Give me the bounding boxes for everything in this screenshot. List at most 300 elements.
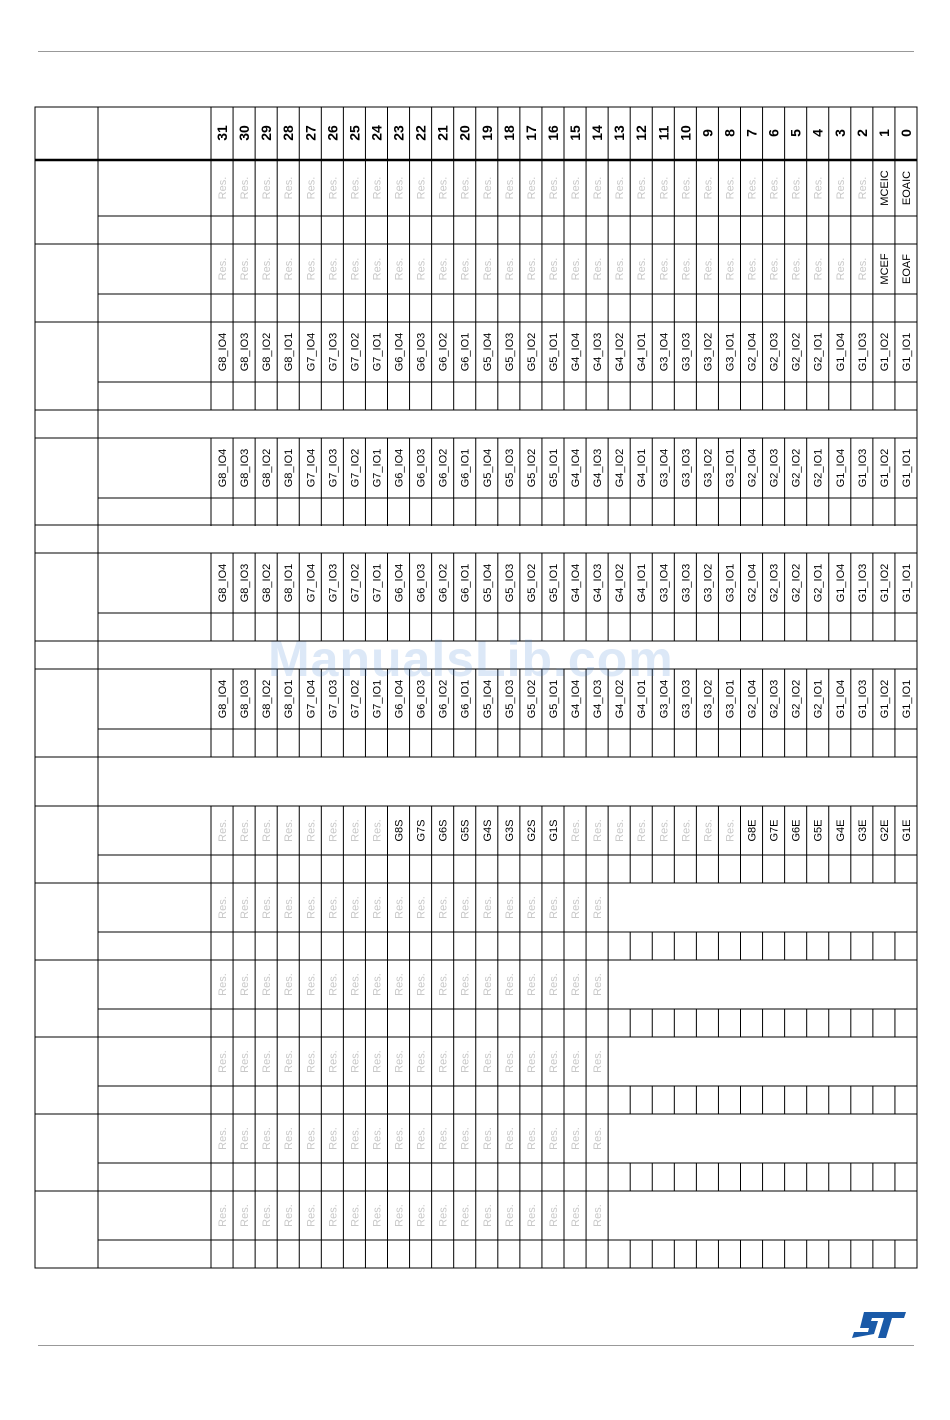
bit-field: G2_IO4: [746, 563, 759, 603]
bit-field: G8_IO2: [261, 332, 274, 372]
bit-field: G7_IO1: [371, 563, 384, 603]
reserved-bit: Res.: [834, 257, 847, 281]
reserved-bit: Res.: [217, 896, 230, 919]
reserved-bit: Res.: [856, 176, 869, 200]
bit-field: G1_IO3: [856, 563, 869, 603]
bit-field: G3_IO2: [702, 448, 715, 488]
bit-field: G5_IO4: [481, 679, 494, 719]
reserved-bit: Res.: [371, 819, 384, 842]
bit-field: G1_IO1: [900, 448, 913, 488]
reserved-bit: Res.: [636, 176, 649, 200]
bit-field: G8_IO3: [239, 332, 252, 372]
bit-number: 7: [743, 129, 760, 137]
reserved-bit: Res.: [525, 1204, 538, 1227]
bit-field: G6_IO2: [437, 563, 450, 603]
reserved-bit: Res.: [702, 257, 715, 281]
reserved-bit: Res.: [592, 819, 605, 842]
reserved-bit: Res.: [570, 1050, 583, 1073]
reserved-bit: Res.: [503, 1204, 516, 1227]
bit-field: G3E: [856, 819, 869, 842]
bit-number: 16: [544, 125, 561, 141]
bit-field: G4_IO3: [592, 679, 605, 719]
reserved-bit: Res.: [570, 896, 583, 919]
reserved-bit: Res.: [503, 257, 516, 281]
reserved-bit: Res.: [592, 1050, 605, 1073]
bit-field: G5_IO4: [481, 332, 494, 372]
bit-field: G7_IO4: [305, 332, 318, 372]
bit-field: EOAF: [900, 254, 913, 284]
bit-field: G8_IO1: [283, 563, 296, 603]
reserved-bit: Res.: [570, 1204, 583, 1227]
bit-field: G3_IO3: [680, 448, 693, 488]
bit-field: G7_IO4: [305, 679, 318, 719]
bit-field: G8_IO1: [283, 332, 296, 372]
bit-field: G4_IO3: [592, 332, 605, 372]
bit-field: G6_IO3: [415, 332, 428, 372]
reserved-bit: Res.: [415, 1127, 428, 1150]
bit-field: G2_IO3: [768, 448, 781, 488]
bit-field: G7_IO3: [327, 332, 340, 372]
bit-field: G5_IO2: [525, 332, 538, 372]
reserved-bit: Res.: [570, 257, 583, 281]
bit-number: 27: [302, 125, 319, 141]
reserved-bit: Res.: [393, 1127, 406, 1150]
reserved-bit: Res.: [503, 973, 516, 996]
reserved-bit: Res.: [239, 973, 252, 996]
reserved-bit: Res.: [702, 176, 715, 200]
bit-number: 15: [567, 125, 584, 141]
bit-field: G3_IO3: [680, 679, 693, 719]
bit-field: G2_IO2: [790, 679, 803, 719]
reserved-bit: Res.: [283, 257, 296, 281]
bit-number: 24: [368, 125, 385, 141]
bit-field: MCEF: [878, 253, 891, 285]
bit-field: G4_IO2: [614, 679, 627, 719]
bit-field: G4_IO2: [614, 563, 627, 603]
reserved-bit: Res.: [547, 257, 560, 281]
bit-field: G5_IO2: [525, 679, 538, 719]
reserved-bit: Res.: [547, 973, 560, 996]
bit-field: G6_IO4: [393, 679, 406, 719]
bit-number: 22: [412, 125, 429, 141]
bit-field: G1_IO3: [856, 448, 869, 488]
bit-field: G7_IO2: [349, 679, 362, 719]
bit-field: G1S: [547, 819, 560, 842]
reserved-bit: Res.: [570, 176, 583, 200]
bit-number: 28: [280, 125, 297, 141]
reserved-bit: Res.: [283, 1204, 296, 1227]
reserved-bit: Res.: [525, 257, 538, 281]
reserved-bit: Res.: [856, 257, 869, 281]
reserved-bit: Res.: [349, 896, 362, 919]
reserved-bit: Res.: [283, 1127, 296, 1150]
bit-field: G3_IO2: [702, 563, 715, 603]
bit-field: G8_IO4: [217, 448, 230, 488]
reserved-bit: Res.: [547, 1050, 560, 1073]
bit-field: G8_IO4: [217, 679, 230, 719]
bit-field: G6_IO4: [393, 448, 406, 488]
bit-number: 21: [434, 125, 451, 141]
reserved-bit: Res.: [503, 1127, 516, 1150]
bit-field: G3_IO2: [702, 332, 715, 372]
reserved-bit: Res.: [239, 1204, 252, 1227]
bit-field: G3_IO3: [680, 332, 693, 372]
bit-field: G4_IO2: [614, 332, 627, 372]
reserved-bit: Res.: [768, 257, 781, 281]
reserved-bit: Res.: [217, 1204, 230, 1227]
bit-field: G2E: [878, 819, 891, 842]
bit-field: G6_IO1: [459, 563, 472, 603]
reserved-bit: Res.: [636, 257, 649, 281]
reserved-bit: Res.: [481, 257, 494, 281]
reserved-bit: Res.: [592, 896, 605, 919]
bit-field: G8_IO4: [217, 563, 230, 603]
bit-field: G7_IO3: [327, 679, 340, 719]
reserved-bit: Res.: [459, 1204, 472, 1227]
bit-number: 5: [787, 129, 804, 137]
bit-field: G1_IO2: [878, 679, 891, 719]
bit-field: G4_IO1: [636, 332, 649, 372]
bit-field: G4_IO3: [592, 448, 605, 488]
reserved-bit: Res.: [327, 1127, 340, 1150]
reserved-bit: Res.: [349, 257, 362, 281]
reserved-bit: Res.: [349, 819, 362, 842]
bit-field: G3_IO4: [658, 679, 671, 719]
reserved-bit: Res.: [217, 1050, 230, 1073]
reserved-bit: Res.: [283, 973, 296, 996]
reserved-bit: Res.: [283, 819, 296, 842]
bit-field: G2_IO1: [812, 563, 825, 603]
bit-field: G7_IO3: [327, 448, 340, 488]
reserved-bit: Res.: [724, 176, 737, 200]
reserved-bit: Res.: [614, 819, 627, 842]
bit-field: G3_IO1: [724, 679, 737, 719]
reserved-bit: Res.: [261, 257, 274, 281]
reserved-bit: Res.: [592, 176, 605, 200]
reserved-bit: Res.: [525, 896, 538, 919]
bit-field: G2_IO4: [746, 679, 759, 719]
bit-field: G5_IO1: [547, 563, 560, 603]
reserved-bit: Res.: [415, 1204, 428, 1227]
bit-field: G6S: [437, 819, 450, 842]
bit-number: 12: [633, 125, 650, 141]
reserved-bit: Res.: [481, 1204, 494, 1227]
bit-number: 29: [258, 125, 275, 141]
bit-number: 10: [677, 125, 694, 141]
reserved-bit: Res.: [217, 176, 230, 200]
bit-field: G2_IO4: [746, 332, 759, 372]
reserved-bit: Res.: [217, 973, 230, 996]
reserved-bit: Res.: [481, 1127, 494, 1150]
reserved-bit: Res.: [349, 1127, 362, 1150]
bit-number: 13: [611, 125, 628, 141]
reserved-bit: Res.: [437, 176, 450, 200]
bit-field: G1_IO4: [834, 563, 847, 603]
reserved-bit: Res.: [305, 973, 318, 996]
bit-field: G5_IO1: [547, 448, 560, 488]
bit-field: MCEIC: [878, 170, 891, 206]
reserved-bit: Res.: [547, 176, 560, 200]
reserved-bit: Res.: [393, 176, 406, 200]
reserved-bit: Res.: [371, 1127, 384, 1150]
bit-field: G5_IO4: [481, 563, 494, 603]
reserved-bit: Res.: [393, 896, 406, 919]
reserved-bit: Res.: [746, 257, 759, 281]
reserved-bit: Res.: [261, 896, 274, 919]
bit-field: G5E: [812, 819, 825, 842]
bit-field: G8_IO2: [261, 679, 274, 719]
reserved-bit: Res.: [283, 896, 296, 919]
bit-field: G8_IO3: [239, 448, 252, 488]
reserved-bit: Res.: [525, 1050, 538, 1073]
reserved-bit: Res.: [614, 176, 627, 200]
reserved-bit: Res.: [481, 1050, 494, 1073]
bit-field: G7_IO2: [349, 332, 362, 372]
reserved-bit: Res.: [790, 257, 803, 281]
reserved-bit: Res.: [261, 1204, 274, 1227]
bit-field: G4_IO4: [570, 448, 583, 488]
bit-field: G1E: [900, 819, 913, 842]
bit-field: G8_IO4: [217, 332, 230, 372]
bit-number: 20: [456, 125, 473, 141]
bit-field: G7_IO1: [371, 332, 384, 372]
bit-field: G6_IO2: [437, 332, 450, 372]
reserved-bit: Res.: [592, 1204, 605, 1227]
watermark: ManualsLib.com: [268, 631, 674, 687]
reserved-bit: Res.: [261, 819, 274, 842]
bit-field: G5_IO3: [503, 679, 516, 719]
bit-field: G2_IO2: [790, 332, 803, 372]
reserved-bit: Res.: [525, 1127, 538, 1150]
reserved-bit: Res.: [239, 896, 252, 919]
bit-field: G7S: [415, 819, 428, 842]
reserved-bit: Res.: [371, 973, 384, 996]
bit-field: G2_IO3: [768, 679, 781, 719]
bit-field: G2_IO3: [768, 332, 781, 372]
reserved-bit: Res.: [437, 1127, 450, 1150]
bit-field: G6E: [790, 819, 803, 842]
reserved-bit: Res.: [547, 1127, 560, 1150]
bit-number: 1: [875, 129, 892, 137]
bit-field: G8_IO3: [239, 679, 252, 719]
reserved-bit: Res.: [459, 1127, 472, 1150]
reserved-bit: Res.: [371, 1050, 384, 1073]
bit-field: G3_IO4: [658, 332, 671, 372]
reserved-bit: Res.: [415, 257, 428, 281]
reserved-bit: Res.: [261, 1127, 274, 1150]
reserved-bit: Res.: [371, 896, 384, 919]
reserved-bit: Res.: [305, 1127, 318, 1150]
bit-number: 17: [522, 125, 539, 141]
bit-field: G2_IO4: [746, 448, 759, 488]
reserved-bit: Res.: [437, 1050, 450, 1073]
reserved-bit: Res.: [812, 257, 825, 281]
bit-field: G3_IO2: [702, 679, 715, 719]
bit-number: 0: [897, 129, 914, 137]
bit-field: G4_IO2: [614, 448, 627, 488]
bit-field: G2_IO2: [790, 448, 803, 488]
bit-number: 19: [478, 125, 495, 141]
reserved-bit: Res.: [349, 176, 362, 200]
st-logo: [850, 1310, 908, 1340]
bit-field: G8_IO3: [239, 563, 252, 603]
reserved-bit: Res.: [283, 176, 296, 200]
reserved-bit: Res.: [790, 176, 803, 200]
bit-field: G1_IO2: [878, 448, 891, 488]
reserved-bit: Res.: [283, 1050, 296, 1073]
bit-field: G5_IO3: [503, 332, 516, 372]
bit-field: G2_IO1: [812, 332, 825, 372]
reserved-bit: Res.: [525, 176, 538, 200]
bit-field: G7_IO1: [371, 448, 384, 488]
bit-field: G7_IO2: [349, 563, 362, 603]
bit-field: G7_IO2: [349, 448, 362, 488]
bit-field: G4_IO1: [636, 679, 649, 719]
reserved-bit: Res.: [724, 257, 737, 281]
bit-number: 11: [655, 125, 672, 141]
bit-field: G4S: [481, 819, 494, 842]
reserved-bit: Res.: [592, 973, 605, 996]
bit-field: G3_IO1: [724, 448, 737, 488]
reserved-bit: Res.: [525, 973, 538, 996]
bit-field: G4_IO4: [570, 332, 583, 372]
reserved-bit: Res.: [239, 257, 252, 281]
reserved-bit: Res.: [702, 819, 715, 842]
reserved-bit: Res.: [305, 257, 318, 281]
bit-number: 4: [809, 129, 826, 137]
bit-field: G8_IO2: [261, 563, 274, 603]
bit-number: 23: [390, 125, 407, 141]
bit-field: G4_IO4: [570, 563, 583, 603]
bit-field: G1_IO4: [834, 679, 847, 719]
reserved-bit: Res.: [239, 1050, 252, 1073]
reserved-bit: Res.: [371, 176, 384, 200]
reserved-bit: Res.: [239, 819, 252, 842]
bit-field: G6_IO1: [459, 332, 472, 372]
bit-field: G5_IO3: [503, 448, 516, 488]
bit-field: G2_IO2: [790, 563, 803, 603]
bit-field: G1_IO4: [834, 448, 847, 488]
bit-field: G6_IO2: [437, 448, 450, 488]
reserved-bit: Res.: [217, 819, 230, 842]
reserved-bit: Res.: [547, 896, 560, 919]
bottom-rule: [38, 1345, 914, 1346]
reserved-bit: Res.: [437, 257, 450, 281]
reserved-bit: Res.: [327, 896, 340, 919]
bit-field: G1_IO1: [900, 563, 913, 603]
bit-field: G8_IO1: [283, 448, 296, 488]
bit-number: 9: [699, 129, 716, 137]
bit-field: G4_IO4: [570, 679, 583, 719]
reserved-bit: Res.: [305, 1050, 318, 1073]
reserved-bit: Res.: [658, 176, 671, 200]
reserved-bit: Res.: [415, 176, 428, 200]
reserved-bit: Res.: [415, 1050, 428, 1073]
reserved-bit: Res.: [415, 896, 428, 919]
bit-field: G7E: [768, 819, 781, 842]
bit-field: G8_IO1: [283, 679, 296, 719]
bit-field: G2_IO1: [812, 679, 825, 719]
reserved-bit: Res.: [349, 1204, 362, 1227]
bit-field: G3_IO4: [658, 563, 671, 603]
reserved-bit: Res.: [393, 257, 406, 281]
reserved-bit: Res.: [327, 1050, 340, 1073]
reserved-bit: Res.: [261, 176, 274, 200]
reserved-bit: Res.: [570, 819, 583, 842]
reserved-bit: Res.: [459, 1050, 472, 1073]
bit-field: G6_IO2: [437, 679, 450, 719]
reserved-bit: Res.: [592, 1127, 605, 1150]
reserved-bit: Res.: [481, 973, 494, 996]
reserved-bit: Res.: [239, 1127, 252, 1150]
reserved-bit: Res.: [481, 176, 494, 200]
bit-field: G3_IO3: [680, 563, 693, 603]
reserved-bit: Res.: [437, 896, 450, 919]
bit-field: G1_IO4: [834, 332, 847, 372]
reserved-bit: Res.: [327, 973, 340, 996]
bit-number: 8: [721, 129, 738, 137]
reserved-bit: Res.: [349, 973, 362, 996]
reserved-bit: Res.: [327, 819, 340, 842]
reserved-bit: Res.: [437, 1204, 450, 1227]
reserved-bit: Res.: [658, 819, 671, 842]
reserved-bit: Res.: [680, 819, 693, 842]
bit-number: 2: [853, 129, 870, 137]
bit-field: G8E: [746, 819, 759, 842]
reserved-bit: Res.: [547, 1204, 560, 1227]
bit-field: EOAIC: [900, 170, 913, 206]
reserved-bit: Res.: [481, 896, 494, 919]
reserved-bit: Res.: [305, 176, 318, 200]
bit-field: G1_IO1: [900, 332, 913, 372]
reserved-bit: Res.: [415, 973, 428, 996]
reserved-bit: Res.: [371, 257, 384, 281]
bit-field: G6_IO4: [393, 563, 406, 603]
bit-field: G6_IO3: [415, 679, 428, 719]
bit-field: G2S: [525, 819, 538, 842]
bit-field: G2_IO1: [812, 448, 825, 488]
reserved-bit: Res.: [305, 896, 318, 919]
bit-field: G5_IO1: [547, 679, 560, 719]
bit-field: G6_IO4: [393, 332, 406, 372]
reserved-bit: Res.: [261, 973, 274, 996]
bit-number: 26: [324, 125, 341, 141]
bit-field: G1_IO3: [856, 679, 869, 719]
reserved-bit: Res.: [217, 1127, 230, 1150]
reserved-bit: Res.: [239, 176, 252, 200]
reserved-bit: Res.: [724, 819, 737, 842]
bit-field: G2_IO3: [768, 563, 781, 603]
bit-field: G3_IO1: [724, 563, 737, 603]
reserved-bit: Res.: [217, 257, 230, 281]
bit-field: G1_IO2: [878, 563, 891, 603]
bit-field: G6_IO1: [459, 679, 472, 719]
bit-field: G4_IO1: [636, 563, 649, 603]
bit-field: G5S: [459, 819, 472, 842]
bit-field: G5_IO1: [547, 332, 560, 372]
bit-number: 6: [765, 129, 782, 137]
reserved-bit: Res.: [261, 1050, 274, 1073]
reserved-bit: Res.: [503, 896, 516, 919]
reserved-bit: Res.: [503, 176, 516, 200]
bit-field: G3S: [503, 819, 516, 842]
bit-field: G7_IO3: [327, 563, 340, 603]
reserved-bit: Res.: [393, 1204, 406, 1227]
bit-field: G6_IO3: [415, 448, 428, 488]
bit-field: G5_IO2: [525, 563, 538, 603]
reserved-bit: Res.: [327, 176, 340, 200]
reserved-bit: Res.: [570, 973, 583, 996]
